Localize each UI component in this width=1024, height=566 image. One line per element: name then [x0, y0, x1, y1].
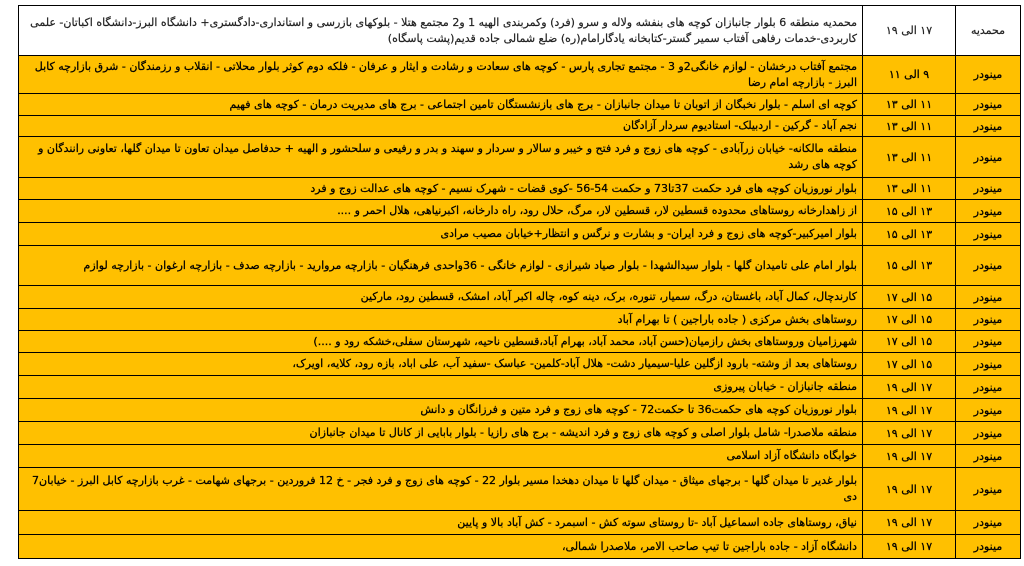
areas-cell	[19, 116, 863, 137]
areas-text: خوابگاه دانشگاه آزاد اسلامی	[726, 449, 857, 462]
table-row	[19, 353, 1021, 376]
areas-text: روستاهای بخش مرکزی ( جاده باراجین ) تا بهرام آباد	[617, 312, 857, 326]
table-row	[19, 200, 1021, 223]
time-cell: ۱۷ الی ۱۹	[863, 422, 956, 445]
region-cell: مینودر	[956, 286, 1021, 309]
region-cell: مینودر	[956, 468, 1021, 511]
region-cell: مینودر	[956, 94, 1021, 116]
areas-text: کارندچال، کمال آباد، باغستان، درگ، سمیار، تنوره، برک، دینه کوه، چاله اکبر آباد، امشک، قسطین رود، مارکین	[360, 290, 857, 303]
areas-cell	[19, 6, 863, 56]
region-cell: مینودر	[956, 445, 1021, 468]
table-row	[19, 246, 1021, 286]
table-row	[19, 178, 1021, 200]
areas-text: منطقه مالکانه- خیابان زرآبادی - کوچه های زوج و فرد فتح و خیبر و سالار و سردار و سهند و بدر و رفیعی و سلحشور و الهیه + حدفاصل میدان تعاون تا میدان گلها، تعاونی رانندگان و کوچه های رشد	[38, 142, 857, 171]
table-row	[19, 6, 1021, 56]
areas-text: منطقه جانبازان - خیابان پیروزی	[713, 380, 857, 393]
areas-cell	[19, 399, 863, 422]
areas-cell	[19, 56, 863, 94]
table-row	[19, 535, 1021, 559]
time-cell: ۱۷ الی ۱۹	[863, 468, 956, 511]
time-cell: ۱۵ الی ۱۷	[863, 309, 956, 331]
table-row	[19, 223, 1021, 246]
areas-cell	[19, 178, 863, 200]
areas-cell	[19, 309, 863, 331]
areas-cell	[19, 223, 863, 246]
areas-cell	[19, 94, 863, 116]
table-row	[19, 286, 1021, 309]
region-cell: مینودر	[956, 56, 1021, 94]
region-cell: مینودر	[956, 422, 1021, 445]
areas-text: کوچه ای اسلم - بلوار نخبگان از اتوبان تا میدان جانبازان - برج های بازنشستگان تامین اجتماعی - برج های مدیریت درمان - کوچه های فهیم	[229, 97, 857, 111]
region-cell: مینودر	[956, 535, 1021, 559]
outage-schedule-table	[18, 5, 1021, 559]
areas-cell	[19, 200, 863, 223]
table-row	[19, 56, 1021, 94]
areas-text: بلوار نوروزیان کوچه های فرد حکمت 37تا73 و حکمت 54-56 -کوی قضات - شهرک نسیم - کوچه های عدالت زوج و فرد	[310, 181, 857, 195]
time-cell: ۱۷ الی ۱۹	[863, 511, 956, 535]
areas-text: روستاهای بعد از وشته- بارود ازگلین علیا-سیمیار دشت- هلال آباد-کلمین- عباسک -سفید آب، علی اباد، بازه رود، کلایه، اویرک،	[292, 357, 857, 370]
table-row	[19, 399, 1021, 422]
time-cell: ۹ الی ۱۱	[863, 56, 956, 94]
table-row	[19, 376, 1021, 399]
region-cell: مینودر	[956, 178, 1021, 200]
region-cell: مینودر	[956, 331, 1021, 353]
table-row	[19, 468, 1021, 511]
region-cell: مینودر	[956, 246, 1021, 286]
time-cell: ۱۳ الی ۱۵	[863, 200, 956, 223]
time-cell: ۱۵ الی ۱۷	[863, 353, 956, 376]
time-cell: ۱۷ الی ۱۹	[863, 399, 956, 422]
region-cell: مینودر	[956, 511, 1021, 535]
areas-text: شهرزامیان وروستاهای بخش رازمیان(حسن آباد، محمد آباد، بهرام آباد،قسطین ناحیه، شهرستان سفلی،خشکه رود و ....)	[313, 334, 857, 348]
region-cell: مینودر	[956, 223, 1021, 246]
areas-cell	[19, 511, 863, 535]
areas-text: بلوار امام علی تامیدان گلها - بلوار سیدالشهدا - بلوار صیاد شیرازی - لوازم خانگی - 36واحدی فرهنگیان - بازارچه مروارید - بازارچه صدف - بازارچه ارغوان - بازارچه لوازم	[83, 258, 857, 272]
region-cell: مینودر	[956, 137, 1021, 178]
areas-text: بلوار غدیر تا میدان گلها - برجهای میثاق - میدان گلها تا میدان دهخدا مسیر بلوار 22 - کوچه های زوج و فرد فجر - خ 12 فروردین - برجهای شهامت - غرب بازارچه کابل البرز - خیابان7 دی	[32, 474, 857, 503]
areas-cell	[19, 331, 863, 353]
table-row	[19, 331, 1021, 353]
areas-cell	[19, 353, 863, 376]
areas-text: نیاق، روستاهای جاده اسماعیل آباد -تا روستای سوته کش - اسبمرد - کش آباد بالا و پایین	[457, 515, 857, 529]
table-row	[19, 422, 1021, 445]
region-cell: مینودر	[956, 309, 1021, 331]
areas-cell	[19, 422, 863, 445]
time-cell: ۱۱ الی ۱۳	[863, 94, 956, 116]
areas-cell	[19, 246, 863, 286]
areas-text: بلوار امیرکبیر-کوچه های زوج و فرد ایران- و بشارت و نرگس و انتظار+خیابان مصیب مرادی	[440, 227, 857, 240]
time-cell: ۱۵ الی ۱۷	[863, 286, 956, 309]
areas-cell	[19, 286, 863, 309]
time-cell: ۱۷ الی ۱۹	[863, 535, 956, 559]
areas-text: نجم آباد - گرکین - اردبیلک- استادیوم سردار آزادگان	[622, 119, 857, 132]
region-cell: مینودر	[956, 353, 1021, 376]
time-cell: ۱۳ الی ۱۵	[863, 223, 956, 246]
table-row	[19, 511, 1021, 535]
time-cell: ۱۱ الی ۱۳	[863, 178, 956, 200]
table-row	[19, 137, 1021, 178]
region-cell: محمدیه	[956, 6, 1021, 56]
table-row	[19, 116, 1021, 137]
areas-cell	[19, 535, 863, 559]
time-cell: ۱۱ الی ۱۳	[863, 116, 956, 137]
region-cell: مینودر	[956, 200, 1021, 223]
region-cell: مینودر	[956, 376, 1021, 399]
table-row	[19, 309, 1021, 331]
areas-text: منطقه ملاصدرا- شامل بلوار اصلی و کوچه های زوج و فرد اندیشه - برج های رازیا - بلوار بابایی از کانال تا میدان جانبازان	[309, 426, 857, 439]
time-cell: ۱۷ الی ۱۹	[863, 376, 956, 399]
table-row	[19, 94, 1021, 116]
areas-cell	[19, 137, 863, 178]
areas-text: بلوار نوروزیان کوچه های حکمت36 تا حکمت72 - کوچه های زوج و فرد متین و فرزانگان و دانش	[420, 403, 857, 416]
time-cell: ۱۷ الی ۱۹	[863, 6, 956, 56]
region-cell: مینودر	[956, 399, 1021, 422]
region-cell: مینودر	[956, 116, 1021, 137]
time-cell: ۱۳ الی ۱۵	[863, 246, 956, 286]
areas-cell	[19, 445, 863, 468]
areas-cell	[19, 376, 863, 399]
areas-text: مجتمع آفتاب درخشان - لوازم خانگی2و 3 - مجتمع تجاری پارس - کوچه های سعادت و رشادت و ایثار و عرفان - فلکه دوم کوثر بلوار محلاتی - انقلاب و رزمندگان - شرق بازارچه کابل البرز - بازارچه امام رضا	[34, 59, 857, 89]
time-cell: ۱۵ الی ۱۷	[863, 331, 956, 353]
time-cell: ۱۱ الی ۱۳	[863, 137, 956, 178]
table-row	[19, 445, 1021, 468]
areas-cell	[19, 468, 863, 511]
areas-text: از زاهدارخانه روستاهای محدوده قسطین لار، قسطین لار، مرگ، حلال رود، راه دارخانه، اکبرنیاهی، هلال احمر و ....	[337, 204, 857, 217]
areas-text: دانشگاه آزاد - جاده باراجین تا تیپ صاحب الامر، ملاصدرا شمالی،	[561, 539, 857, 553]
time-cell: ۱۷ الی ۱۹	[863, 445, 956, 468]
areas-text: محمدیه منطقه 6 بلوار جانبازان کوچه های بنفشه ولاله و سرو (فرد) وکمربندی الهیه 1 و2 مجتمع هتلا - بلوکهای بازرسی و استانداری-دادگستری+ دانشگاه البرز-دانشگاه اکباتان- علمی کاربردی-خدمات رفاهی آفتاب سمیر گستر-کتابخانه یادگارامام(ره) ضلع شمالی جاده قدیم(پشت پاسگاه)	[30, 15, 857, 45]
